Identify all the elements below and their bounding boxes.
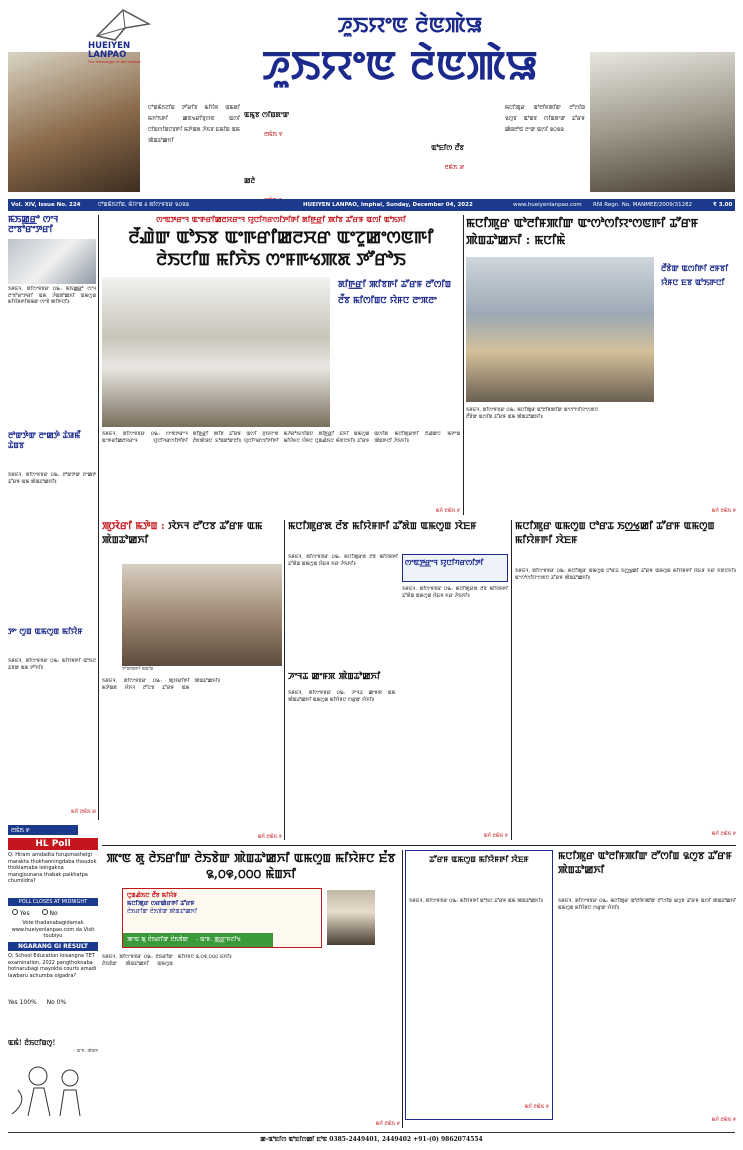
ad-line-3: ꯂꯥꯏꯔꯤꯛ ꯂꯥꯏꯕꯥꯛ ꯄꯥꯡꯊꯣꯀꯈꯤ (127, 908, 198, 915)
mid-left-kicker: ꯄꯨꯋꯥꯔꯤ ꯃꯇꯥꯡ : (102, 521, 165, 532)
mid-right-body: ꯏꯝꯐꯥꯜ, ꯗꯤꯁꯦꯝꯕꯔ ꯰꯳: ꯃꯅꯤꯄꯨꯔ ꯑꯃꯁꯨꯡ ꯅꯣꯔꯊ ꯏꯁ꯭ꯠꯀꯤ ꯊꯧꯔꯝ ꯑꯃꯁꯨꯡ ꯃꯤꯌꯥꯝꯒꯤ ꯋꯥꯐꯝ ꯈꯔ ꯈꯟꯅꯈꯤ꯫ ꯑꯦꯁꯣꯁꯤꯌꯦꯁꯟꯅ ꯊꯧꯔꯝ ꯄꯥꯡꯊꯣꯀꯈꯤ꯫ (515, 568, 736, 581)
olympic-pullquote: ꯂꯩꯕꯥꯛ ꯑꯁꯤꯒꯤ ꯂꯝꯕꯤ ꯌꯥꯝꯅ ꯐꯕ ꯑꯣꯏꯒꯅꯤ (661, 263, 729, 287)
logo (88, 6, 158, 64)
ad-line-1: ꯅꯨꯡꯉꯥꯏꯅ ꯂꯩꯕ ꯃꯤꯌꯥꯝ (127, 892, 178, 899)
mid-left-read-more[interactable]: ꯃꯈꯥ ꯂꯃꯥꯏ ꯸ (257, 834, 282, 840)
website[interactable]: www.hueiyenlanpao.com (513, 202, 582, 208)
poll-closes: POLL CLOSES AT MIDNIGHT (8, 898, 98, 906)
lead-pullquote: ꯗꯤꯒ꯭ꯔꯤ ꯄꯤꯕꯒꯤ ꯊꯧꯔꯝ ꯂꯧꯁꯤꯡ ꯂꯩꯕ ꯃꯤꯁꯤꯡꯅ ꯌꯥꯝꯅ ꯂꯦꯞꯂꯦ (338, 280, 452, 306)
lead-kicker: ꯁꯦꯟꯇꯔꯦꯜ ꯑꯦꯒꯔꯤꯀꯂꯆꯔꯦꯜ ꯌꯨꯅꯤꯚꯔꯁꯤꯇꯤꯒꯤ ꯗꯤꯒ꯭ꯔꯤ ꯄꯤꯕ ꯊꯧꯔꯝ ꯑꯁꯤ ꯑꯣꯏꯈꯤ (156, 215, 406, 224)
masthead-photo-left (8, 52, 140, 192)
volume: Vol. XIV, Issue No. 224 (11, 202, 81, 208)
poll-title: HL Poll (8, 838, 98, 850)
poll-no-radio[interactable] (42, 909, 48, 915)
mid-center-box-title: ꯁꯦꯟꯇ꯭ꯔꯦꯜ ꯌꯨꯅꯤꯚꯔꯁꯤꯇꯤ (405, 558, 484, 567)
bottom-left-read-more[interactable]: ꯃꯈꯥ ꯂꯃꯥꯏ ꯸ (375, 1121, 400, 1127)
poll-result-title: NGARANG GI RESULT (8, 942, 98, 951)
mid-right-read-more[interactable]: ꯃꯈꯥ ꯂꯃꯥꯏ ꯸ (711, 831, 736, 837)
cartoon-title: ꯑꯃꯥ! ꯂꯥꯏꯅꯤꯡꯁꯨ! (8, 1038, 56, 1047)
mid-left-headline-text: ꯋꯥꯈꯜ ꯂꯧꯅꯕ ꯊꯧꯔꯝ ꯑꯃ ꯄꯥꯡꯊꯣꯀꯈꯤ (102, 521, 263, 546)
bottom-left-body: ꯏꯝꯐꯥꯜ, ꯗꯤꯁꯦꯝꯕꯔ ꯰꯳: ꯂꯥꯏꯔꯤꯛ ꯂꯥꯏꯕꯥꯛ ꯄꯥꯡꯊꯣꯀꯈꯤ ꯑꯃꯁꯨꯡ ꯃꯤꯌꯥꯝꯅ ꯲,꯰꯶,꯰꯰꯰ ꯐꯪꯈꯤ꯫ (102, 954, 232, 967)
poll-result-values (8, 999, 98, 1006)
mid-left-photo (122, 564, 282, 666)
story-bottom-left (102, 850, 400, 1128)
mid-right-headline: ꯃꯅꯤꯄꯨꯔ ꯑꯃꯁꯨꯡ ꯅꯣꯔꯊ ꯏꯁ꯭ꯠꯀꯤ ꯊꯧꯔꯝ ꯑꯃꯁꯨꯡ ꯃꯤꯌꯥꯝꯒꯤ ꯋꯥꯐꯝ (515, 521, 715, 546)
right-teaser: ꯃꯅꯤꯄꯨꯔ ꯑꯣꯂꯤꯝꯄꯤꯛ ꯂꯧꯁꯤꯡ ꯲ꯁꯨꯕ ꯑꯣꯡꯕ ꯁꯤꯡꯗꯦꯛ ꯊꯧꯔꯝ ꯀꯥꯡꯂꯣꯟ ꯂꯦꯛ ꯑꯁꯤ ꯲꯰꯲꯲ (505, 105, 585, 133)
story3-body: ꯏꯝꯐꯥꯜ, ꯗꯤꯁꯦꯝꯕꯔ ꯰꯳: ꯃꯤꯌꯥꯝꯒꯤ ꯑꯣꯏꯅ ꯊꯕꯛ ꯑꯃ ꯇꯧꯈꯤ꯫ (8, 658, 96, 671)
teaser-label: ꯀꯂꯥ (244, 176, 255, 185)
bottom-left-ad-box (122, 888, 322, 948)
mid-left-photo-caption: ꯇꯣꯛꯄꯒꯤ ꯃꯑꯣꯡ (122, 667, 154, 672)
poll-vote-text[interactable]: Vote thadanabagidamak www.hueiyenlanpao.com da Visit toubiyu (11, 920, 95, 939)
lead-read-more[interactable]: ꯃꯈꯥ ꯂꯃꯥꯏ ꯸ (435, 508, 460, 514)
olympic-photo (466, 257, 654, 402)
ad-line-2: ꯃꯅꯤꯄꯨꯔ ꯁꯔꯀꯥꯔꯒꯤ ꯊꯧꯔꯝ (127, 900, 195, 907)
lead-body: ꯏꯝꯐꯥꯜ, ꯗꯤꯁꯦꯝꯕꯔ ꯰꯳: ꯁꯦꯟꯇꯔꯦꯜ ꯑꯦꯒꯔꯤꯀꯂꯆꯔꯦꯜ ꯌꯨꯅꯤꯚꯔꯁꯤꯇꯤꯒꯤ ꯗꯤꯒ꯭ꯔꯤ ꯄꯤꯕ ꯊꯧꯔꯝ ꯑꯁꯤ ꯍꯨꯏꯌꯦꯟ ꯂꯥꯟꯄꯥꯎꯅ ꯐꯣꯡꯗꯣꯛꯂꯤ꯫ ꯌꯨꯅꯤꯚꯔꯁꯤꯇꯤꯒꯤ ꯃꯍꯩꯔꯣꯏꯁꯤꯡꯅ ꯗꯤꯒ꯭ꯔꯤ ꯐꯪꯈꯤ ꯑꯃꯁꯨꯡ ꯃꯤꯌꯥꯝꯅ ꯌꯥꯝꯅ ꯅꯨꯡꯉꯥꯏꯅ ꯃꯥꯟꯅꯈꯤ꯫ ꯊꯧꯔꯝ ꯑꯁꯤꯗ ꯃꯅꯤꯄꯨꯔꯒꯤ ꯂꯩꯉꯥꯛꯅ ꯃꯇꯦꯡ ꯄꯥꯡꯒꯅꯤ ꯍꯥꯏꯈꯤ꯫ (102, 431, 460, 444)
poll-options (8, 906, 98, 920)
story-mid-right (515, 520, 736, 840)
footer (8, 1132, 735, 1146)
olympic-story (466, 215, 736, 515)
masthead (0, 0, 743, 200)
bottom-left-headline: ꯄꯦꯟ ꯗꯨ ꯂꯥꯏꯔꯤꯛ ꯂꯥꯏꯕꯥꯛ ꯄꯥꯡꯊꯣꯀꯈꯤ ꯑꯃꯁꯨꯡ ꯃꯤꯌꯥꯝꯅ ꯐꯪꯕ ꯲,꯰꯶,꯰꯰꯰ ꯃꯥꯡꯈꯤ (106, 851, 396, 881)
bottom-right-body: ꯏꯝꯐꯥꯜ, ꯗꯤꯁꯦꯝꯕꯔ ꯰꯳: ꯃꯅꯤꯄꯨꯔ ꯑꯣꯂꯤꯝꯄꯤꯛ ꯂꯧꯁꯤꯡ ꯲ꯁꯨꯕ ꯊꯧꯔꯝ ꯑꯁꯤ ꯄꯥꯡꯊꯣꯀꯈꯤ ꯑꯃꯁꯨꯡ ꯃꯤꯌꯥꯝꯅ ꯁꯔꯨꯛ ꯌꯥꯈꯤ꯫ (558, 898, 736, 911)
bottom-center-body: ꯏꯝꯐꯥꯜ, ꯗꯤꯁꯦꯝꯕꯔ ꯰꯳: ꯃꯤꯌꯥꯝꯒꯤ ꯑꯣꯏꯅ ꯊꯧꯔꯝ ꯑꯃ ꯄꯥꯡꯊꯣꯀꯈꯤ꯫ (409, 898, 543, 904)
divider (284, 520, 285, 840)
logo-name: HUEIYEN LANPAO (88, 41, 131, 60)
edition-line: HUEIYEN LANPAO, Imphal, Sunday, December 04, 2022 (303, 202, 473, 208)
poll-no-result: No 0% (46, 999, 67, 1006)
mid-left-body: ꯏꯝꯐꯥꯜ, ꯗꯤꯁꯦꯝꯕꯔ ꯰꯳: ꯄꯨꯋꯥꯔꯤꯒꯤ ꯃꯇꯥꯡꯗ ꯋꯥꯈꯜ ꯂꯧꯅꯕ ꯊꯧꯔꯝ ꯑꯃ ꯄꯥꯡꯊꯣꯀꯈꯤ꯫ (102, 678, 221, 691)
ad-band-text: ꯄꯦꯟ ꯗꯨ ꯂꯥꯏꯔꯤꯛ ꯂꯥꯏꯕꯥꯛ (127, 936, 189, 943)
rni: RNI Regn. No. MANMEE/2009/31282 (593, 202, 693, 208)
origami-bird-icon (95, 6, 151, 42)
story-mid-left (102, 520, 282, 840)
story2-body: ꯏꯝꯐꯥꯜ, ꯗꯤꯁꯦꯝꯕꯔ ꯰꯳: ꯂꯣꯛꯇꯥꯛ ꯂꯦꯀꯇꯥ ꯊꯧꯔꯝ ꯑꯃ ꯄꯥꯡꯊꯣꯀꯈꯤ꯫ (8, 472, 96, 485)
story-mid-center (288, 520, 508, 840)
bottom-right-headline: ꯃꯅꯤꯄꯨꯔ ꯑꯣꯂꯤꯝꯄꯤꯛ ꯂꯧꯁꯤꯡ ꯲ꯁꯨꯕ ꯊꯧꯔꯝ ꯄꯥꯡꯊꯣꯀꯈꯤ (558, 851, 732, 876)
lead-headline-1: ꯂꯩꯉꯥꯛ ꯑꯣꯏꯕ ꯑꯦꯒꯔꯤꯀꯂꯆꯔ ꯑꯦꯖꯨꯀꯦꯁꯟꯒꯤ (128, 228, 434, 248)
footer-contact: ꯀ-ꯑꯣꯐꯤꯁ ꯑꯣꯐꯤꯁꯀꯤ ꯐꯣꯟ 0385-2449401, 2449402 +91-(0) 9862074554 (260, 1136, 483, 1143)
cartoon-caption: - ꯑꯦꯝ. ꯄꯥꯡꯕ (73, 1049, 98, 1054)
center-teasers (244, 100, 464, 195)
poll-yes-result: Yes 100% (8, 999, 37, 1006)
mid-center-body: ꯏꯝꯐꯥꯜ, ꯗꯤꯁꯦꯝꯕꯔ ꯰꯳: ꯃꯅꯤꯄꯨꯔꯗ ꯂꯩꯕ ꯃꯤꯌꯥꯝꯒꯤ ꯊꯧꯗꯥꯡ ꯑꯃꯁꯨꯡ ꯋꯥꯐꯝ ꯈꯔ ꯍꯥꯏꯈꯤ꯫ (288, 554, 398, 567)
info-bar (8, 199, 735, 211)
cartoon-drawing-icon (8, 1054, 98, 1122)
teaser-page: ꯂꯃꯥꯏ ꯵ (264, 131, 283, 138)
price: ₹ 3.00 (713, 202, 733, 208)
masthead-photo-right (590, 52, 735, 192)
logo-tagline: The messenger of the masses (88, 60, 141, 64)
lead-headline-2: ꯂꯥꯏꯅꯤꯡ ꯃꯤꯈꯥꯏ ꯁꯦꯝꯒꯠꯄꯗ ꯇꯧꯔꯣꯏ (156, 250, 406, 270)
divider (511, 520, 512, 840)
olympic-headline: ꯃꯅꯤꯄꯨꯔ ꯑꯣꯂꯤꯝꯄꯤꯛ ꯑꯦꯁꯣꯁꯤꯌꯦꯁꯟꯒꯤ ꯊꯧꯔꯝ ꯄꯥꯡꯊꯣꯀꯈꯤ : ꯃꯅꯤꯃꯥ (466, 216, 699, 247)
mid-center-read-more[interactable]: ꯃꯈꯥ ꯂꯃꯥꯏ ꯸ (483, 833, 508, 839)
mid-center-sub-headline: ꯍꯦꯜꯊ ꯀꯦꯝꯞ ꯄꯥꯡꯊꯣꯀꯈꯤ (288, 672, 381, 682)
teaser-page: ꯂꯃꯥꯏ ꯷ (444, 164, 464, 171)
olympic-read-more[interactable]: ꯃꯈꯥ ꯂꯃꯥꯏ ꯸ (711, 508, 736, 514)
poll-page-tab[interactable]: ꯂꯃꯥꯏ ꯸ (8, 825, 78, 835)
teaser-label: ꯑꯃꯨꯕ ꯁꯤꯡꯗꯦꯛ (244, 110, 290, 119)
lead-photo (102, 277, 330, 427)
poll-question: Q: Hiram amdadta furupmashelgi marakta thokhanningdaba thoudok thoklamaba leingakna mangjounana thabak paikhatpa chumlidra? (8, 852, 97, 884)
story1-body: ꯏꯝꯐꯥꯜ, ꯗꯤꯁꯦꯝꯕꯔ ꯰꯳: ꯃꯥꯏꯀ꯭ꯔꯣ ꯁꯦꯜ ꯂꯦꯕꯣꯔꯦꯇꯔꯤ ꯑꯃ ꯍꯥꯡꯗꯣꯀꯈꯤ ꯑꯃꯁꯨꯡ ꯃꯤꯌꯥꯝꯒꯤꯗꯃꯛ ꯁꯦꯕꯥ ꯄꯤꯒꯅꯤ꯫ (8, 286, 96, 305)
olympic-body: ꯏꯝꯐꯥꯜ, ꯗꯤꯁꯦꯝꯕꯔ ꯰꯳: ꯃꯅꯤꯄꯨꯔ ꯑꯣꯂꯤꯝꯄꯤꯛ ꯑꯦꯁꯣꯁꯤꯌꯦꯁꯟꯅ ꯂꯩꯕꯥꯛ ꯑꯁꯤꯗ ꯊꯧꯔꯝ ꯑꯃ ꯄꯥꯡꯊꯣꯀꯈꯤ꯫ (466, 407, 598, 420)
read-more[interactable]: ꯃꯈꯥ ꯂꯃꯥꯏ ꯷ (70, 809, 96, 815)
left-column (8, 215, 96, 820)
teaser-2[interactable] (314, 135, 464, 173)
poll-no-label: No (49, 910, 58, 917)
teaser-label: ꯑꯣꯐꯤꯁ ꯂꯩꯕ (431, 143, 464, 152)
ad-band (123, 933, 273, 947)
bottom-center-headline: ꯊꯧꯔꯝ ꯑꯃꯁꯨꯡ ꯃꯤꯌꯥꯝꯒꯤ ꯋꯥꯐꯝ (429, 854, 529, 864)
mid-left-headline (102, 520, 282, 564)
story1-title: ꯃꯥꯏꯀ꯭ꯔꯣ ꯁꯦꯜ ꯂꯦꯕꯣꯔꯦꯇꯔꯤ (8, 215, 59, 235)
divider (463, 215, 464, 515)
date-meitei: ꯅꯣꯡꯃꯥꯏꯖꯤꯡ, ꯃꯥꯌꯦꯡ ꯴ ꯗꯤꯁꯦꯝꯕꯔ ꯲꯰꯲꯲ (98, 202, 190, 208)
divider (402, 850, 403, 1128)
story1-photo (8, 239, 96, 284)
poll-result-question: Q: School Education loisangna TET examination, 2022 pangthoknaba hotnarubagi mayokta courts amadi lawbaru achumba oigadra? (8, 953, 97, 979)
story-bottom-right (558, 850, 736, 1128)
divider (98, 215, 99, 820)
poll-yes-radio[interactable] (12, 909, 18, 915)
mid-center-box (402, 554, 508, 582)
poll-box (8, 825, 98, 1035)
top-title: ꯍꯨꯏꯌꯦꯟ ꯂꯥꯟꯄꯥꯎ (337, 13, 483, 37)
story3-title: ꯇꯦ ꯁꯨꯡ ꯑꯃꯁꯨꯡ ꯃꯤꯌꯥꯝ (8, 626, 83, 636)
teaser-1[interactable] (244, 102, 289, 140)
poll-yes-label: Yes (19, 910, 30, 917)
divider (102, 845, 736, 846)
cartoon (8, 1038, 98, 1128)
bottom-right-read-more[interactable]: ꯃꯈꯥ ꯂꯃꯥꯏ ꯸ (711, 1117, 736, 1123)
story-bottom-center (405, 850, 553, 1128)
ad-portrait (327, 890, 375, 945)
mid-center-body-2: ꯏꯝꯐꯥꯜ, ꯗꯤꯁꯦꯝꯕꯔ ꯰꯳: ꯃꯅꯤꯄꯨꯔꯗ ꯂꯩꯕ ꯃꯤꯌꯥꯝꯒꯤ ꯊꯧꯗꯥꯡ ꯑꯃꯁꯨꯡ ꯋꯥꯐꯝ ꯈꯔ ꯍꯥꯏꯈꯤ꯫ (402, 586, 508, 599)
ad-name: - ꯑꯦꯝ. ꯄ꯭ꯔꯦꯝꯖꯤꯠ (196, 936, 241, 943)
lead-story (102, 215, 460, 515)
story2-title: ꯂꯣꯛꯇꯥꯛ ꯂꯦꯀꯇꯥ ꯊꯥꯎꯃꯩ ꯊꯥꯡꯕ (8, 430, 81, 450)
mid-center-headline: ꯃꯅꯤꯄꯨꯔꯗ ꯂꯩꯕ ꯃꯤꯌꯥꯝꯒꯤ ꯊꯧꯗꯥꯡ ꯑꯃꯁꯨꯡ ꯋꯥꯐꯝ (288, 521, 477, 532)
bottom-center-read-more[interactable]: ꯃꯈꯥ ꯂꯃꯥꯏ ꯸ (524, 1104, 549, 1110)
main-title: ꯍꯨꯏꯌꯦꯟ ꯂꯥꯟꯄꯥꯎ (262, 43, 538, 89)
mid-center-sub-body: ꯏꯝꯐꯥꯜ, ꯗꯤꯁꯦꯝꯕꯔ ꯰꯳: ꯍꯦꯜꯊ ꯀꯦꯝꯞ ꯑꯃ ꯄꯥꯡꯊꯣꯀꯈꯤ ꯑꯃꯁꯨꯡ ꯃꯤꯌꯥꯝꯅ ꯁꯔꯨꯛ ꯌꯥꯈꯤ꯫ (288, 690, 396, 703)
left-teaser: ꯅꯣꯡꯃꯥꯏꯖꯤꯡ ꯇꯧꯔꯤꯕ ꯃꯤꯌꯥꯝ ꯑꯃꯗꯤ ꯃꯈꯣꯏꯒꯤ ꯀꯟꯠꯔꯤꯕꯨꯁꯟ ꯑꯁꯤ ꯅꯤꯡꯁꯤꯡꯅꯕꯒꯤ ꯃꯇꯥꯡꯗ ꯍꯥꯏꯕ ꯐꯃꯤꯡ ꯑꯃ ꯄꯥꯡꯊꯣꯀꯈꯤ (148, 105, 240, 144)
